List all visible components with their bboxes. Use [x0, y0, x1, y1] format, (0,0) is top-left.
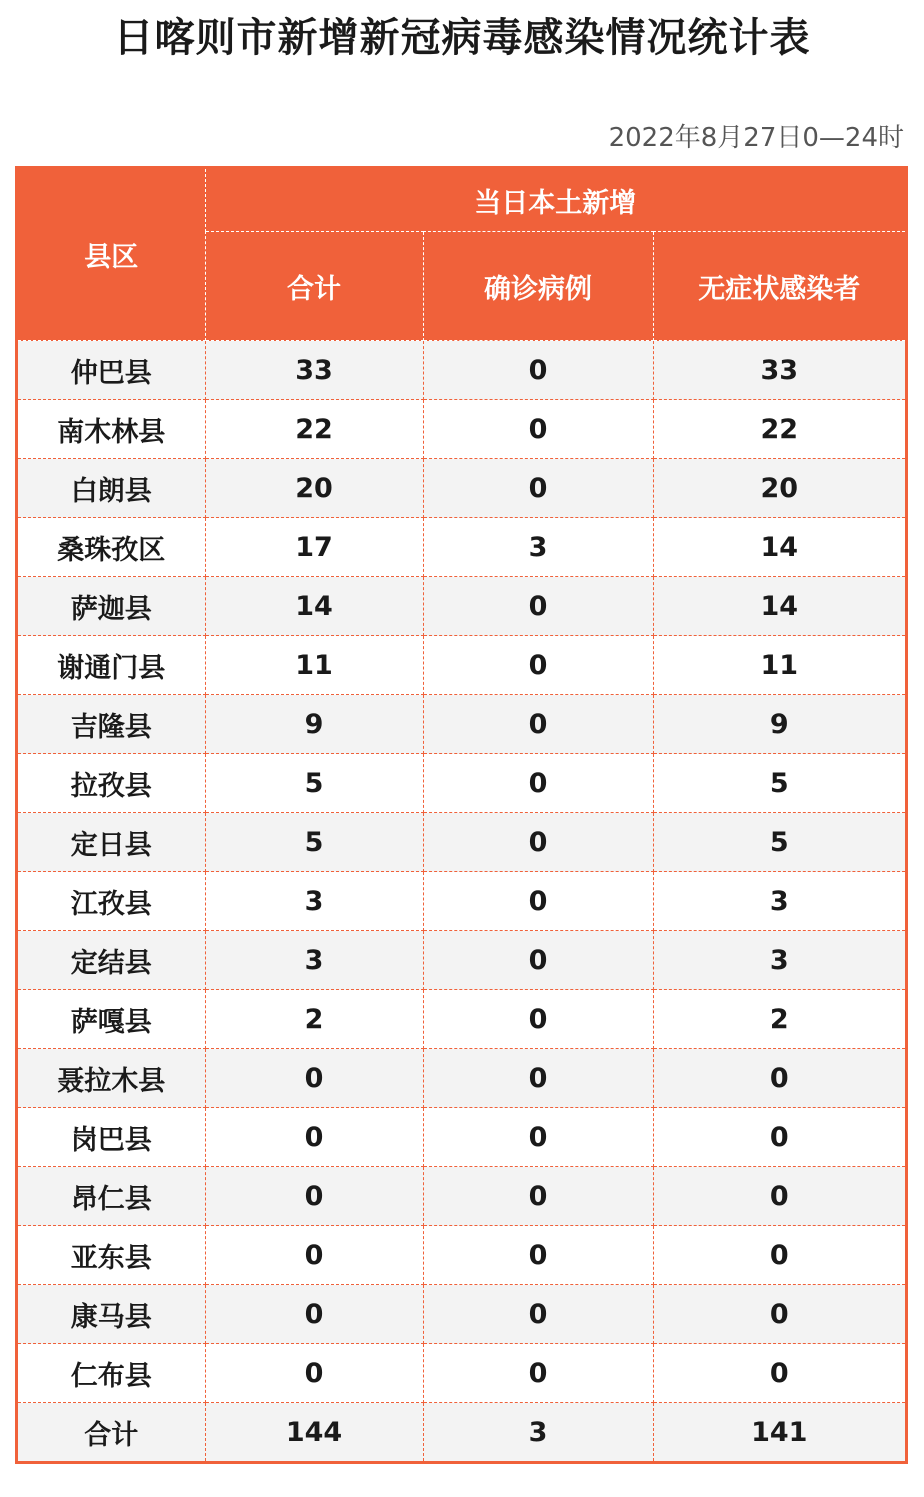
cell-asymptomatic: 11 [653, 636, 905, 695]
cell-asymptomatic: 14 [653, 518, 905, 577]
cell-confirmed: 3 [423, 518, 653, 577]
table-row [18, 1226, 905, 1285]
cell-district: 岗巴县 [18, 1108, 205, 1167]
cell-total: 14 [205, 577, 423, 636]
cell-total: 22 [205, 400, 423, 459]
cell-asymptomatic: 0 [653, 1285, 905, 1344]
cell-asymptomatic: 0 [653, 1226, 905, 1285]
cell-confirmed: 0 [423, 813, 653, 872]
cell-confirmed: 0 [423, 754, 653, 813]
page-title: 日喀则市新增新冠病毒感染情况统计表 [113, 15, 811, 61]
cell-asymptomatic: 3 [653, 931, 905, 990]
cell-district: 吉隆县 [18, 695, 205, 754]
cell-district: 亚东县 [18, 1226, 205, 1285]
cell-confirmed: 0 [423, 695, 653, 754]
cell-confirmed: 0 [423, 459, 653, 518]
statistics-table [18, 169, 905, 1461]
cell-confirmed: 0 [423, 400, 653, 459]
cell-total: 2 [205, 990, 423, 1049]
table-row [18, 459, 905, 518]
summary-cell-total: 144 [205, 1403, 423, 1462]
cell-asymptomatic: 0 [653, 1108, 905, 1167]
cell-total: 0 [205, 1108, 423, 1167]
table-row [18, 1285, 905, 1344]
cell-total: 5 [205, 813, 423, 872]
cell-confirmed: 0 [423, 1108, 653, 1167]
cell-confirmed: 0 [423, 931, 653, 990]
cell-total: 11 [205, 636, 423, 695]
table-row [18, 341, 905, 400]
cell-district: 昂仁县 [18, 1167, 205, 1226]
cell-total: 3 [205, 931, 423, 990]
header-confirmed: 确诊病例 [423, 232, 653, 341]
cell-district: 定日县 [18, 813, 205, 872]
cell-confirmed: 0 [423, 1167, 653, 1226]
cell-confirmed: 0 [423, 1226, 653, 1285]
table-row [18, 636, 905, 695]
table-row [18, 1167, 905, 1226]
table-row-summary [18, 1403, 905, 1462]
summary-cell-confirmed: 3 [423, 1403, 653, 1462]
table-row [18, 872, 905, 931]
cell-asymptomatic: 0 [653, 1049, 905, 1108]
cell-district: 南木林县 [18, 400, 205, 459]
summary-cell-asymptomatic: 141 [653, 1403, 905, 1462]
cell-total: 0 [205, 1285, 423, 1344]
header-district: 县区 [18, 169, 205, 341]
cell-district: 江孜县 [18, 872, 205, 931]
cell-asymptomatic: 14 [653, 577, 905, 636]
table-row [18, 990, 905, 1049]
table-row [18, 695, 905, 754]
cell-district: 白朗县 [18, 459, 205, 518]
cell-district: 仁布县 [18, 1344, 205, 1403]
table-row [18, 1344, 905, 1403]
cell-confirmed: 0 [423, 1049, 653, 1108]
cell-total: 20 [205, 459, 423, 518]
cell-asymptomatic: 0 [653, 1167, 905, 1226]
cell-asymptomatic: 0 [653, 1344, 905, 1403]
cell-asymptomatic: 5 [653, 754, 905, 813]
cell-confirmed: 0 [423, 1285, 653, 1344]
cell-asymptomatic: 5 [653, 813, 905, 872]
header-asymptomatic: 无症状感染者 [653, 232, 905, 341]
cell-total: 0 [205, 1344, 423, 1403]
table-row [18, 400, 905, 459]
cell-confirmed: 0 [423, 990, 653, 1049]
cell-total: 3 [205, 872, 423, 931]
cell-asymptomatic: 3 [653, 872, 905, 931]
summary-cell-district: 合计 [18, 1403, 205, 1462]
table-header [18, 169, 905, 341]
table-row [18, 577, 905, 636]
cell-district: 谢通门县 [18, 636, 205, 695]
header-total: 合计 [205, 232, 423, 341]
cell-district: 拉孜县 [18, 754, 205, 813]
cell-district: 萨迦县 [18, 577, 205, 636]
table-row [18, 1049, 905, 1108]
cell-district: 桑珠孜区 [18, 518, 205, 577]
cell-confirmed: 0 [423, 577, 653, 636]
statistics-table-container [15, 166, 908, 1464]
cell-district: 聂拉木县 [18, 1049, 205, 1108]
table-row [18, 754, 905, 813]
cell-total: 33 [205, 341, 423, 400]
cell-confirmed: 0 [423, 341, 653, 400]
table-body [18, 341, 905, 1462]
cell-district: 康马县 [18, 1285, 205, 1344]
table-row [18, 813, 905, 872]
cell-total: 0 [205, 1167, 423, 1226]
cell-total: 9 [205, 695, 423, 754]
table-row [18, 518, 905, 577]
cell-total: 17 [205, 518, 423, 577]
cell-total: 5 [205, 754, 423, 813]
cell-asymptomatic: 22 [653, 400, 905, 459]
cell-district: 仲巴县 [18, 341, 205, 400]
cell-asymptomatic: 33 [653, 341, 905, 400]
cell-confirmed: 0 [423, 872, 653, 931]
cell-total: 0 [205, 1049, 423, 1108]
cell-district: 萨嘎县 [18, 990, 205, 1049]
cell-asymptomatic: 9 [653, 695, 905, 754]
cell-asymptomatic: 20 [653, 459, 905, 518]
table-row [18, 1108, 905, 1167]
cell-total: 0 [205, 1226, 423, 1285]
cell-district: 定结县 [18, 931, 205, 990]
table-row [18, 931, 905, 990]
cell-confirmed: 0 [423, 1344, 653, 1403]
header-daily-local-new: 当日本土新增 [205, 169, 905, 232]
report-date: 2022年8月27日0—24时 [608, 123, 904, 153]
cell-asymptomatic: 2 [653, 990, 905, 1049]
cell-confirmed: 0 [423, 636, 653, 695]
